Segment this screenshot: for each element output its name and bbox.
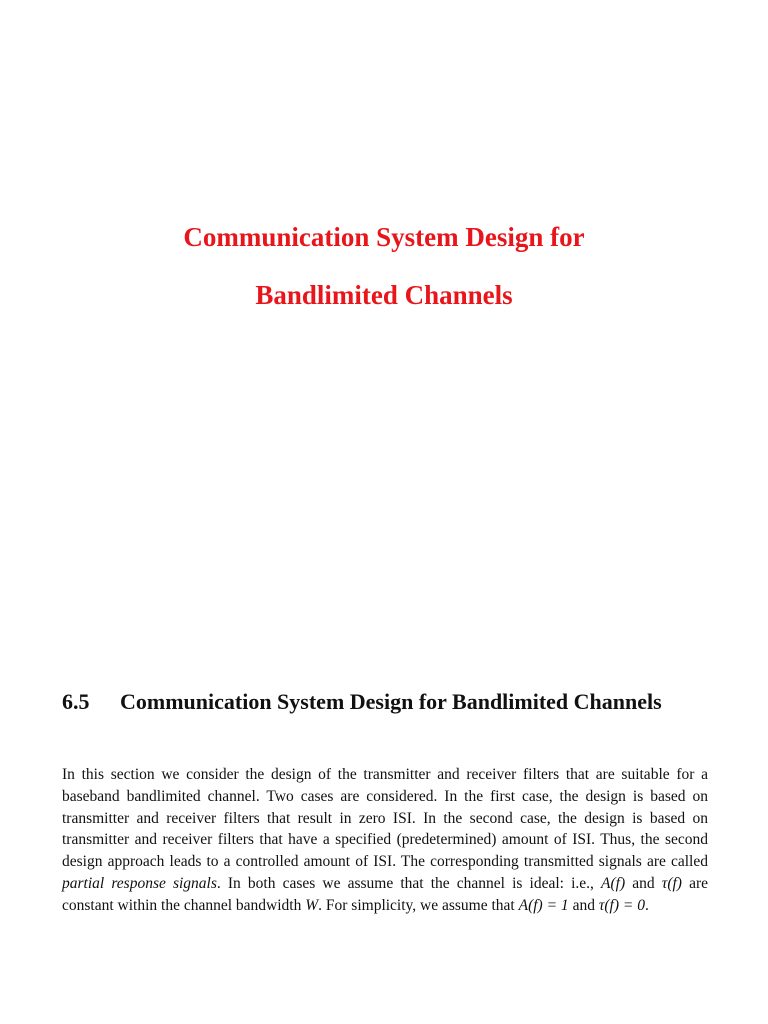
section-heading <box>62 686 722 718</box>
paragraph-emphasis: partial response signals <box>62 874 217 892</box>
math-bandwidth: W <box>305 896 319 914</box>
chapter-title <box>0 208 768 324</box>
chapter-title-line-2: Bandlimited Channels <box>255 280 513 310</box>
paragraph-text-3: are constant within the channel bandwidth <box>62 874 708 914</box>
math-amplitude-one: A(f) = 1 <box>518 896 569 914</box>
math-delay-zero: τ(f) = 0 <box>598 896 645 914</box>
paragraph-and-2: and <box>568 896 599 914</box>
math-amplitude: A(f) <box>601 874 626 892</box>
section-title: Communication System Design for Bandlimited Channels <box>120 689 662 714</box>
paragraph-text-1: In this section we consider the design of the transmitter and receiver filters that are suitable for a baseband bandlimited channel. Two cases are considered. In the first case, the design is based on transmitter and receiver filters that result in zero ISI. In the second case, the design is based on transmitter and receiver filters that have a specified (predetermined) amount of ISI. Thus, the second design approach leads to a controlled amount of ISI. The corresponding transmitted signals are called <box>62 766 708 871</box>
paragraph-text-4: . For simplicity, we assume that <box>318 896 519 914</box>
chapter-title-line-1: Communication System Design for <box>183 222 585 252</box>
math-delay: τ(f) <box>661 874 682 892</box>
paragraph-text-5: . <box>644 896 649 914</box>
section-number: 6.5 <box>62 689 90 714</box>
paragraph-text-2: . In both cases we assume that the channel is ideal: i.e., <box>216 874 602 892</box>
paragraph-and-1: and <box>625 874 662 892</box>
section-paragraph <box>62 764 708 917</box>
